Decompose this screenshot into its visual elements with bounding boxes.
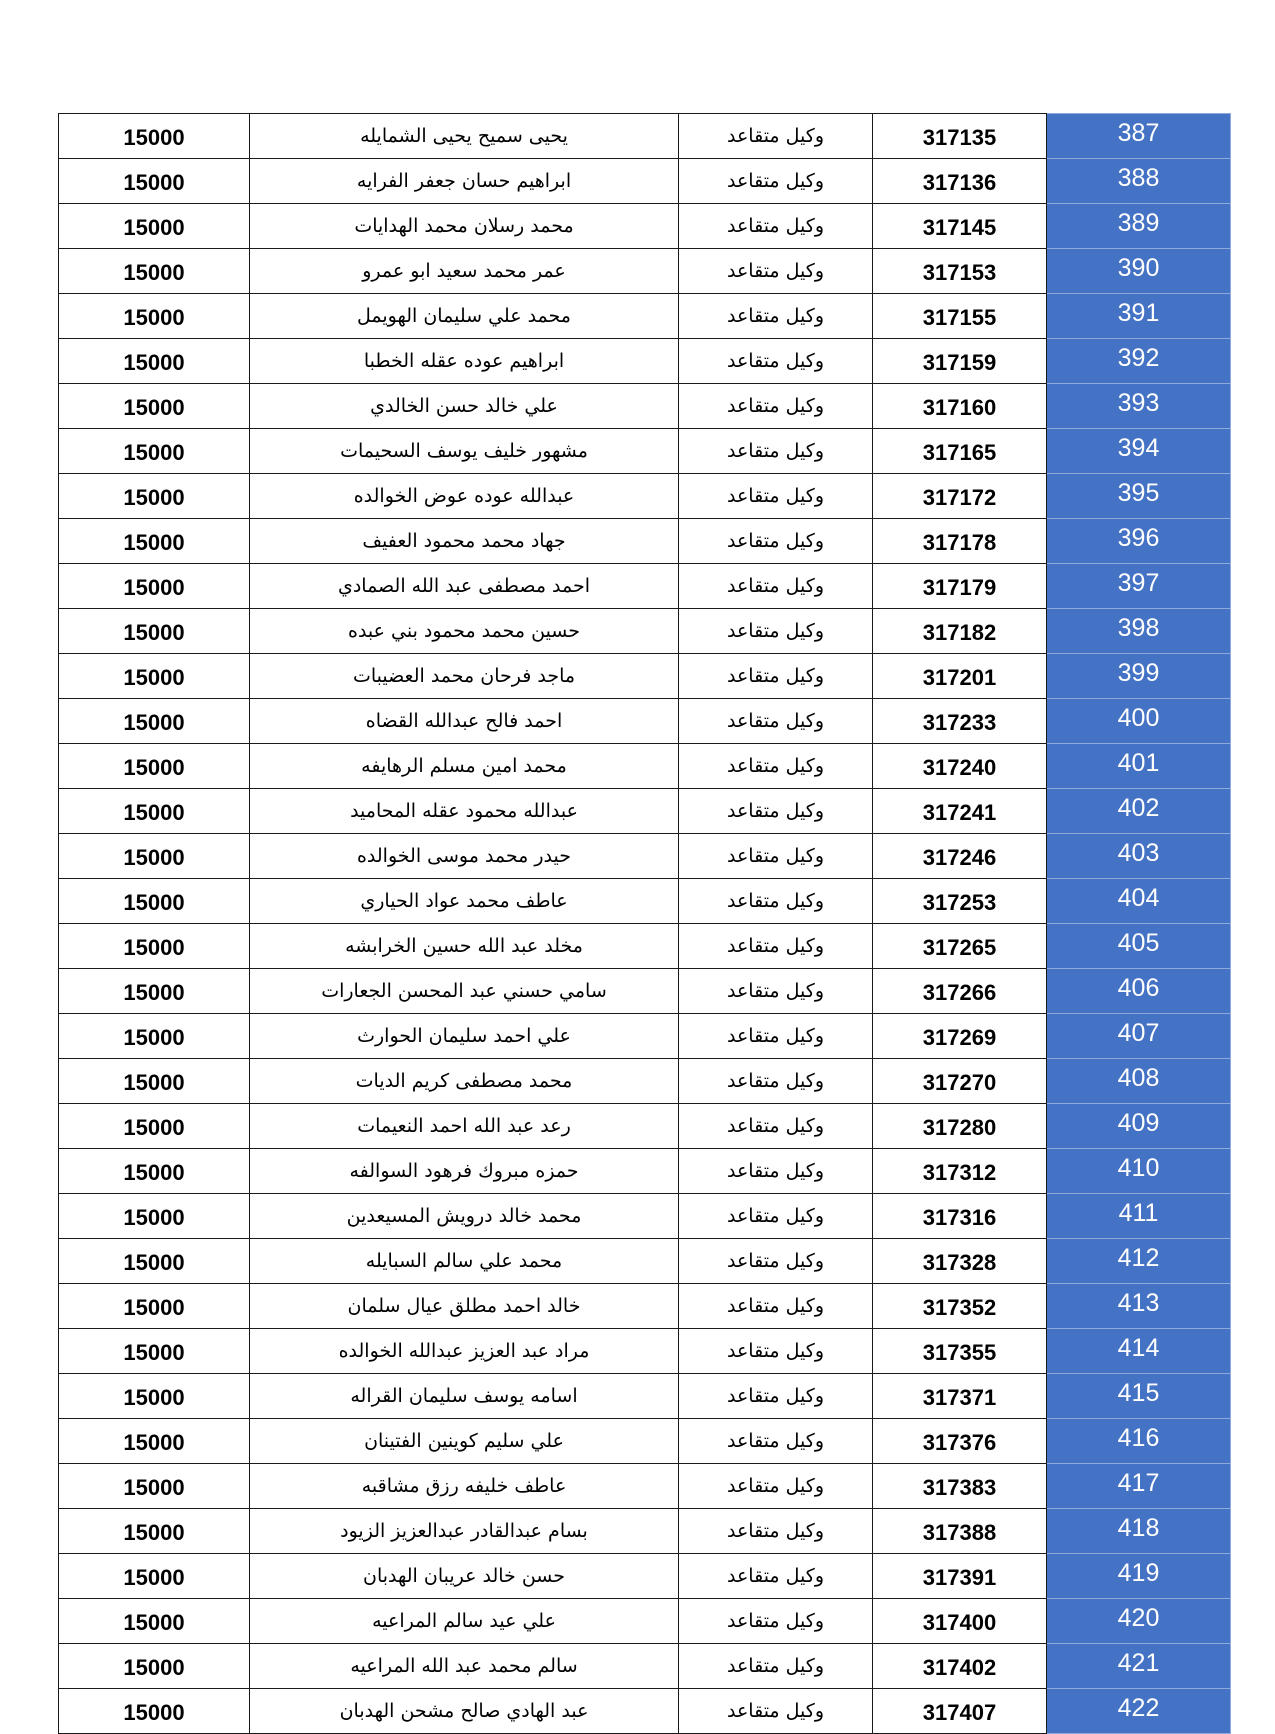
status-cell: وكيل متقاعد bbox=[679, 1509, 873, 1554]
sequence-number-cell: 401 bbox=[1047, 744, 1231, 789]
name-cell: محمد خالد درويش المسيعدين bbox=[250, 1194, 679, 1239]
table-row bbox=[59, 744, 1231, 789]
amount-cell: 15000 bbox=[59, 1239, 250, 1284]
status-cell: وكيل متقاعد bbox=[679, 789, 873, 834]
amount-cell: 15000 bbox=[59, 834, 250, 879]
amount-cell: 15000 bbox=[59, 1014, 250, 1059]
name-cell: يحيى سميح يحيى الشمايله bbox=[250, 114, 679, 159]
table-row bbox=[59, 1059, 1231, 1104]
status-cell: وكيل متقاعد bbox=[679, 744, 873, 789]
name-cell: ماجد فرحان محمد العضيبات bbox=[250, 654, 679, 699]
amount-cell: 15000 bbox=[59, 564, 250, 609]
table-row bbox=[59, 339, 1231, 384]
amount-cell: 15000 bbox=[59, 699, 250, 744]
sequence-number-cell: 403 bbox=[1047, 834, 1231, 879]
id-number-cell: 317155 bbox=[873, 294, 1047, 339]
name-cell: سامي حسني عبد المحسن الجعارات bbox=[250, 969, 679, 1014]
name-cell: جهاد محمد محمود العفيف bbox=[250, 519, 679, 564]
status-cell: وكيل متقاعد bbox=[679, 474, 873, 519]
table-row bbox=[59, 1554, 1231, 1599]
status-cell: وكيل متقاعد bbox=[679, 294, 873, 339]
amount-cell: 15000 bbox=[59, 519, 250, 564]
amount-cell: 15000 bbox=[59, 474, 250, 519]
table-row bbox=[59, 609, 1231, 654]
id-number-cell: 317253 bbox=[873, 879, 1047, 924]
table-row bbox=[59, 834, 1231, 879]
name-cell: عبدالله محمود عقله المحاميد bbox=[250, 789, 679, 834]
name-cell: علي عيد سالم المراعيه bbox=[250, 1599, 679, 1644]
amount-cell: 15000 bbox=[59, 924, 250, 969]
name-cell: بسام عبدالقادر عبدالعزيز الزيود bbox=[250, 1509, 679, 1554]
sequence-number-cell: 411 bbox=[1047, 1194, 1231, 1239]
amount-cell: 15000 bbox=[59, 789, 250, 834]
name-cell: حيدر محمد موسى الخوالده bbox=[250, 834, 679, 879]
sequence-number-cell: 402 bbox=[1047, 789, 1231, 834]
status-cell: وكيل متقاعد bbox=[679, 1689, 873, 1734]
status-cell: وكيل متقاعد bbox=[679, 654, 873, 699]
sequence-number-cell: 393 bbox=[1047, 384, 1231, 429]
name-cell: محمد مصطفى كريم الديات bbox=[250, 1059, 679, 1104]
table-row bbox=[59, 1194, 1231, 1239]
status-cell: وكيل متقاعد bbox=[679, 1239, 873, 1284]
sequence-number-cell: 387 bbox=[1047, 114, 1231, 159]
sequence-number-cell: 417 bbox=[1047, 1464, 1231, 1509]
amount-cell: 15000 bbox=[59, 1464, 250, 1509]
status-cell: وكيل متقاعد bbox=[679, 249, 873, 294]
id-number-cell: 317328 bbox=[873, 1239, 1047, 1284]
table-row bbox=[59, 474, 1231, 519]
table-row bbox=[59, 1104, 1231, 1149]
table-row bbox=[59, 1149, 1231, 1194]
sequence-number-cell: 397 bbox=[1047, 564, 1231, 609]
name-cell: احمد مصطفى عبد الله الصمادي bbox=[250, 564, 679, 609]
table-row bbox=[59, 699, 1231, 744]
status-cell: وكيل متقاعد bbox=[679, 1644, 873, 1689]
sequence-number-cell: 413 bbox=[1047, 1284, 1231, 1329]
amount-cell: 15000 bbox=[59, 1644, 250, 1689]
id-number-cell: 317136 bbox=[873, 159, 1047, 204]
sequence-number-cell: 399 bbox=[1047, 654, 1231, 699]
sequence-number-cell: 389 bbox=[1047, 204, 1231, 249]
table-body bbox=[59, 114, 1231, 1734]
status-cell: وكيل متقاعد bbox=[679, 879, 873, 924]
status-cell: وكيل متقاعد bbox=[679, 204, 873, 249]
amount-cell: 15000 bbox=[59, 1509, 250, 1554]
id-number-cell: 317153 bbox=[873, 249, 1047, 294]
id-number-cell: 317165 bbox=[873, 429, 1047, 474]
id-number-cell: 317241 bbox=[873, 789, 1047, 834]
table-row bbox=[59, 249, 1231, 294]
table-row bbox=[59, 969, 1231, 1014]
table-row bbox=[59, 294, 1231, 339]
name-cell: حسين محمد محمود بني عبده bbox=[250, 609, 679, 654]
status-cell: وكيل متقاعد bbox=[679, 429, 873, 474]
id-number-cell: 317371 bbox=[873, 1374, 1047, 1419]
table-row bbox=[59, 1689, 1231, 1734]
status-cell: وكيل متقاعد bbox=[679, 114, 873, 159]
sequence-number-cell: 407 bbox=[1047, 1014, 1231, 1059]
sequence-number-cell: 388 bbox=[1047, 159, 1231, 204]
id-number-cell: 317201 bbox=[873, 654, 1047, 699]
status-cell: وكيل متقاعد bbox=[679, 1104, 873, 1149]
sequence-number-cell: 422 bbox=[1047, 1689, 1231, 1734]
status-cell: وكيل متقاعد bbox=[679, 384, 873, 429]
table-row bbox=[59, 1284, 1231, 1329]
status-cell: وكيل متقاعد bbox=[679, 969, 873, 1014]
amount-cell: 15000 bbox=[59, 609, 250, 654]
name-cell: عاطف محمد عواد الحياري bbox=[250, 879, 679, 924]
name-cell: محمد علي سليمان الهويمل bbox=[250, 294, 679, 339]
name-cell: محمد امين مسلم الرهايفه bbox=[250, 744, 679, 789]
sequence-number-cell: 420 bbox=[1047, 1599, 1231, 1644]
id-number-cell: 317172 bbox=[873, 474, 1047, 519]
sequence-number-cell: 412 bbox=[1047, 1239, 1231, 1284]
status-cell: وكيل متقاعد bbox=[679, 519, 873, 564]
sequence-number-cell: 394 bbox=[1047, 429, 1231, 474]
sequence-number-cell: 398 bbox=[1047, 609, 1231, 654]
amount-cell: 15000 bbox=[59, 204, 250, 249]
amount-cell: 15000 bbox=[59, 1554, 250, 1599]
status-cell: وكيل متقاعد bbox=[679, 1059, 873, 1104]
status-cell: وكيل متقاعد bbox=[679, 159, 873, 204]
table-row bbox=[59, 429, 1231, 474]
name-cell: علي احمد سليمان الحوارث bbox=[250, 1014, 679, 1059]
status-cell: وكيل متقاعد bbox=[679, 564, 873, 609]
table-row bbox=[59, 1239, 1231, 1284]
amount-cell: 15000 bbox=[59, 969, 250, 1014]
name-cell: رعد عبد الله احمد النعيمات bbox=[250, 1104, 679, 1149]
name-cell: سالم محمد عبد الله المراعيه bbox=[250, 1644, 679, 1689]
sequence-number-cell: 419 bbox=[1047, 1554, 1231, 1599]
sequence-number-cell: 396 bbox=[1047, 519, 1231, 564]
sequence-number-cell: 400 bbox=[1047, 699, 1231, 744]
status-cell: وكيل متقاعد bbox=[679, 339, 873, 384]
id-number-cell: 317135 bbox=[873, 114, 1047, 159]
status-cell: وكيل متقاعد bbox=[679, 1419, 873, 1464]
id-number-cell: 317145 bbox=[873, 204, 1047, 249]
id-number-cell: 317178 bbox=[873, 519, 1047, 564]
table-row bbox=[59, 1644, 1231, 1689]
name-cell: عمر محمد سعيد ابو عمرو bbox=[250, 249, 679, 294]
amount-cell: 15000 bbox=[59, 744, 250, 789]
amount-cell: 15000 bbox=[59, 1689, 250, 1734]
id-number-cell: 317312 bbox=[873, 1149, 1047, 1194]
id-number-cell: 317240 bbox=[873, 744, 1047, 789]
amount-cell: 15000 bbox=[59, 1374, 250, 1419]
sequence-number-cell: 421 bbox=[1047, 1644, 1231, 1689]
status-cell: وكيل متقاعد bbox=[679, 1599, 873, 1644]
status-cell: وكيل متقاعد bbox=[679, 609, 873, 654]
name-cell: محمد رسلان محمد الهدايات bbox=[250, 204, 679, 249]
status-cell: وكيل متقاعد bbox=[679, 834, 873, 879]
status-cell: وكيل متقاعد bbox=[679, 1464, 873, 1509]
beneficiaries-table bbox=[58, 113, 1231, 1734]
status-cell: وكيل متقاعد bbox=[679, 1194, 873, 1239]
name-cell: حمزه مبروك فرهود السوالفه bbox=[250, 1149, 679, 1194]
status-cell: وكيل متقاعد bbox=[679, 924, 873, 969]
status-cell: وكيل متقاعد bbox=[679, 1554, 873, 1599]
name-cell: مخلد عبد الله حسين الخرابشه bbox=[250, 924, 679, 969]
name-cell: عبد الهادي صالح مشحن الهدبان bbox=[250, 1689, 679, 1734]
name-cell: خالد احمد مطلق عيال سلمان bbox=[250, 1284, 679, 1329]
id-number-cell: 317388 bbox=[873, 1509, 1047, 1554]
status-cell: وكيل متقاعد bbox=[679, 1149, 873, 1194]
table-row bbox=[59, 654, 1231, 699]
id-number-cell: 317266 bbox=[873, 969, 1047, 1014]
sequence-number-cell: 408 bbox=[1047, 1059, 1231, 1104]
id-number-cell: 317269 bbox=[873, 1014, 1047, 1059]
name-cell: مراد عبد العزيز عبدالله الخوالده bbox=[250, 1329, 679, 1374]
sequence-number-cell: 406 bbox=[1047, 969, 1231, 1014]
table-row bbox=[59, 384, 1231, 429]
id-number-cell: 317182 bbox=[873, 609, 1047, 654]
sequence-number-cell: 391 bbox=[1047, 294, 1231, 339]
table-row bbox=[59, 1599, 1231, 1644]
sequence-number-cell: 410 bbox=[1047, 1149, 1231, 1194]
name-cell: مشهور خليف يوسف السحيمات bbox=[250, 429, 679, 474]
id-number-cell: 317316 bbox=[873, 1194, 1047, 1239]
name-cell: ابراهيم حسان جعفر الفرايه bbox=[250, 159, 679, 204]
id-number-cell: 317402 bbox=[873, 1644, 1047, 1689]
table-row bbox=[59, 1464, 1231, 1509]
id-number-cell: 317179 bbox=[873, 564, 1047, 609]
name-cell: علي سليم كوينين الفتينان bbox=[250, 1419, 679, 1464]
sequence-number-cell: 418 bbox=[1047, 1509, 1231, 1554]
table-row bbox=[59, 204, 1231, 249]
table-row bbox=[59, 1419, 1231, 1464]
table-row bbox=[59, 114, 1231, 159]
id-number-cell: 317233 bbox=[873, 699, 1047, 744]
sequence-number-cell: 414 bbox=[1047, 1329, 1231, 1374]
amount-cell: 15000 bbox=[59, 249, 250, 294]
name-cell: حسن خالد عريبان الهدبان bbox=[250, 1554, 679, 1599]
id-number-cell: 317160 bbox=[873, 384, 1047, 429]
sequence-number-cell: 415 bbox=[1047, 1374, 1231, 1419]
amount-cell: 15000 bbox=[59, 654, 250, 699]
id-number-cell: 317352 bbox=[873, 1284, 1047, 1329]
table-row bbox=[59, 159, 1231, 204]
sequence-number-cell: 395 bbox=[1047, 474, 1231, 519]
name-cell: محمد علي سالم السبايله bbox=[250, 1239, 679, 1284]
id-number-cell: 317280 bbox=[873, 1104, 1047, 1149]
amount-cell: 15000 bbox=[59, 114, 250, 159]
sequence-number-cell: 390 bbox=[1047, 249, 1231, 294]
id-number-cell: 317383 bbox=[873, 1464, 1047, 1509]
id-number-cell: 317355 bbox=[873, 1329, 1047, 1374]
status-cell: وكيل متقاعد bbox=[679, 1284, 873, 1329]
amount-cell: 15000 bbox=[59, 1149, 250, 1194]
amount-cell: 15000 bbox=[59, 1329, 250, 1374]
table-row bbox=[59, 789, 1231, 834]
name-cell: عبدالله عوده عوض الخوالده bbox=[250, 474, 679, 519]
table-row bbox=[59, 1014, 1231, 1059]
id-number-cell: 317159 bbox=[873, 339, 1047, 384]
amount-cell: 15000 bbox=[59, 429, 250, 474]
sequence-number-cell: 409 bbox=[1047, 1104, 1231, 1149]
name-cell: ابراهيم عوده عقله الخطبا bbox=[250, 339, 679, 384]
amount-cell: 15000 bbox=[59, 1599, 250, 1644]
amount-cell: 15000 bbox=[59, 1419, 250, 1464]
table-row bbox=[59, 519, 1231, 564]
sequence-number-cell: 392 bbox=[1047, 339, 1231, 384]
amount-cell: 15000 bbox=[59, 1284, 250, 1329]
amount-cell: 15000 bbox=[59, 384, 250, 429]
table-row bbox=[59, 1374, 1231, 1419]
id-number-cell: 317265 bbox=[873, 924, 1047, 969]
id-number-cell: 317391 bbox=[873, 1554, 1047, 1599]
id-number-cell: 317400 bbox=[873, 1599, 1047, 1644]
table-row bbox=[59, 924, 1231, 969]
sequence-number-cell: 405 bbox=[1047, 924, 1231, 969]
sequence-number-cell: 404 bbox=[1047, 879, 1231, 924]
table-row bbox=[59, 1509, 1231, 1554]
amount-cell: 15000 bbox=[59, 1194, 250, 1239]
name-cell: عاطف خليفه رزق مشاقبه bbox=[250, 1464, 679, 1509]
amount-cell: 15000 bbox=[59, 294, 250, 339]
table-row bbox=[59, 1329, 1231, 1374]
id-number-cell: 317376 bbox=[873, 1419, 1047, 1464]
sequence-number-cell: 416 bbox=[1047, 1419, 1231, 1464]
status-cell: وكيل متقاعد bbox=[679, 1329, 873, 1374]
id-number-cell: 317246 bbox=[873, 834, 1047, 879]
status-cell: وكيل متقاعد bbox=[679, 699, 873, 744]
name-cell: اسامه يوسف سليمان القراله bbox=[250, 1374, 679, 1419]
amount-cell: 15000 bbox=[59, 339, 250, 384]
id-number-cell: 317270 bbox=[873, 1059, 1047, 1104]
table-row bbox=[59, 879, 1231, 924]
amount-cell: 15000 bbox=[59, 879, 250, 924]
amount-cell: 15000 bbox=[59, 1059, 250, 1104]
status-cell: وكيل متقاعد bbox=[679, 1374, 873, 1419]
amount-cell: 15000 bbox=[59, 1104, 250, 1149]
id-number-cell: 317407 bbox=[873, 1689, 1047, 1734]
name-cell: علي خالد حسن الخالدي bbox=[250, 384, 679, 429]
table-row bbox=[59, 564, 1231, 609]
status-cell: وكيل متقاعد bbox=[679, 1014, 873, 1059]
name-cell: احمد فالح عبدالله القضاه bbox=[250, 699, 679, 744]
amount-cell: 15000 bbox=[59, 159, 250, 204]
